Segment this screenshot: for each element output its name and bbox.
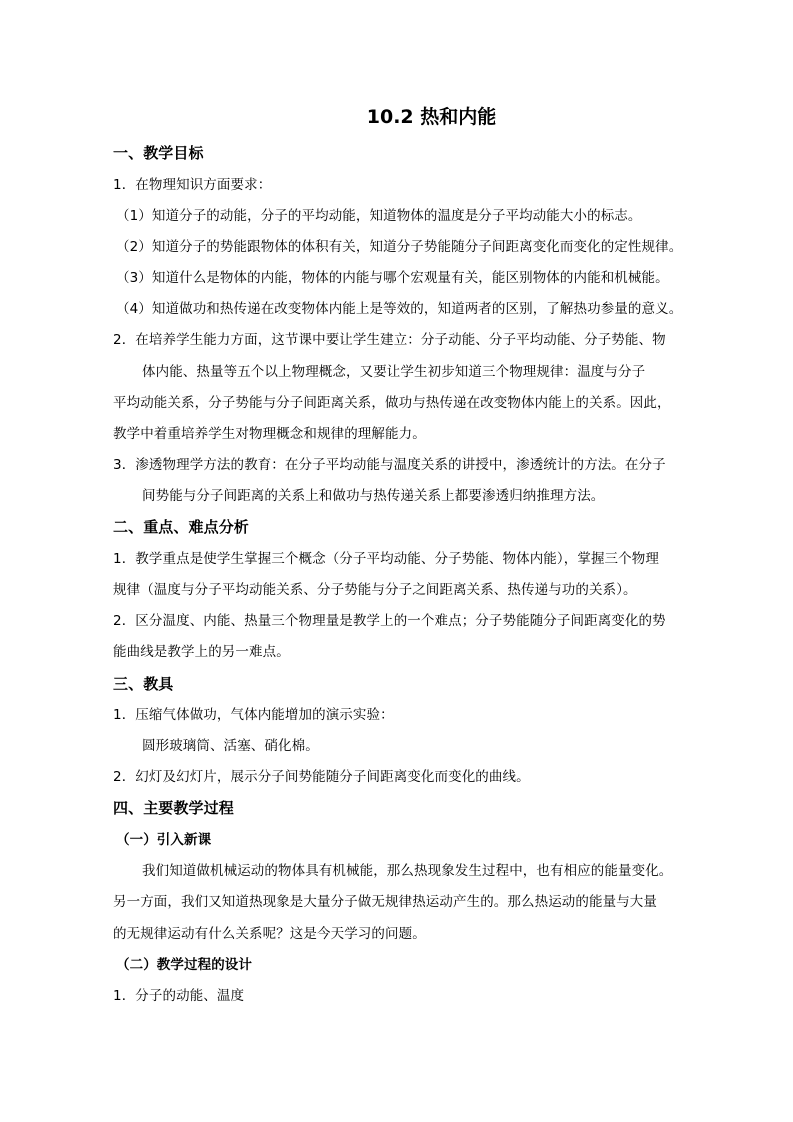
paragraph: 1．在物理知识方面要求： xyxy=(113,177,272,193)
paragraph: 另一方面，我们又知道热现象是大量分子做无规律热运动产生的。那么热运动的能量与大量 xyxy=(113,894,657,910)
paragraph: 间势能与分子间距离的关系上和做功与热传递关系上都要渗透归纳推理方法。 xyxy=(142,488,605,504)
subheading-process-design: （二）教学过程的设计 xyxy=(116,957,252,973)
paragraph: 体内能、热量等五个以上物理概念，又要让学生初步知道三个物理规律：温度与分子 xyxy=(142,364,646,380)
paragraph: 2．幻灯及幻灯片，展示分子间势能随分子间距离变化而变化的曲线。 xyxy=(113,769,530,785)
paragraph: （4）知道做功和热传递在改变物体内能上是等效的，知道两者的区别，了解热功参量的意义。 xyxy=(116,301,683,317)
paragraph: 1．教学重点是使学生掌握三个概念（分子平均动能、分子势能、物体内能），掌握三个物理 xyxy=(113,551,659,567)
paragraph: 1．压缩气体做功，气体内能增加的演示实验： xyxy=(113,707,394,723)
page-title: 10.2 热和内能 xyxy=(366,106,497,128)
section-heading-key-points: 二、重点、难点分析 xyxy=(113,518,249,536)
paragraph: 2．区分温度、内能、热量三个物理量是教学上的一个难点；分子势能随分子间距离变化的势 xyxy=(113,613,666,629)
paragraph: 的无规律运动有什么关系呢？这是今天学习的问题。 xyxy=(113,926,426,942)
paragraph: 2．在培养学生能力方面，这节课中要让学生建立：分子动能、分子平均动能、分子势能、物 xyxy=(113,332,666,348)
paragraph: 圆形玻璃筒、活塞、硝化棉。 xyxy=(142,738,319,754)
section-heading-teaching-process: 四、主要教学过程 xyxy=(113,799,234,817)
paragraph: （3）知道什么是物体的内能，物体的内能与哪个宏观量有关，能区别物体的内能和机械能。 xyxy=(116,270,669,286)
section-heading-teaching-aids: 三、教具 xyxy=(113,675,174,693)
paragraph: 规律（温度与分子平均动能关系、分子势能与分子之间距离关系、热传递与功的关系）。 xyxy=(113,582,637,598)
paragraph: 3．渗透物理学方法的教育：在分子平均动能与温度关系的讲授中，渗透统计的方法。在分子 xyxy=(113,457,666,473)
paragraph: 平均动能关系，分子势能与分子间距离关系，做功与热传递在改变物体内能上的关系。因此， xyxy=(113,395,671,411)
subheading-introduction: （一）引入新课 xyxy=(116,832,212,848)
paragraph: 教学中着重培养学生对物理概念和规律的理解能力。 xyxy=(113,426,426,442)
paragraph: （1）知道分子的动能，分子的平均动能，知道物体的温度是分子平均动能大小的标志。 xyxy=(116,208,642,224)
paragraph: （2）知道分子的势能跟物体的体积有关，知道分子势能随分子间距离变化而变化的定性规律。 xyxy=(116,239,683,255)
section-heading-objectives: 一、教学目标 xyxy=(113,144,204,162)
paragraph: 能曲线是教学上的另一难点。 xyxy=(113,644,290,660)
paragraph: 我们知道做机械运动的物体具有机械能，那么热现象发生过程中，也有相应的能量变化。 xyxy=(142,863,673,879)
paragraph: 1．分子的动能、温度 xyxy=(113,988,245,1004)
